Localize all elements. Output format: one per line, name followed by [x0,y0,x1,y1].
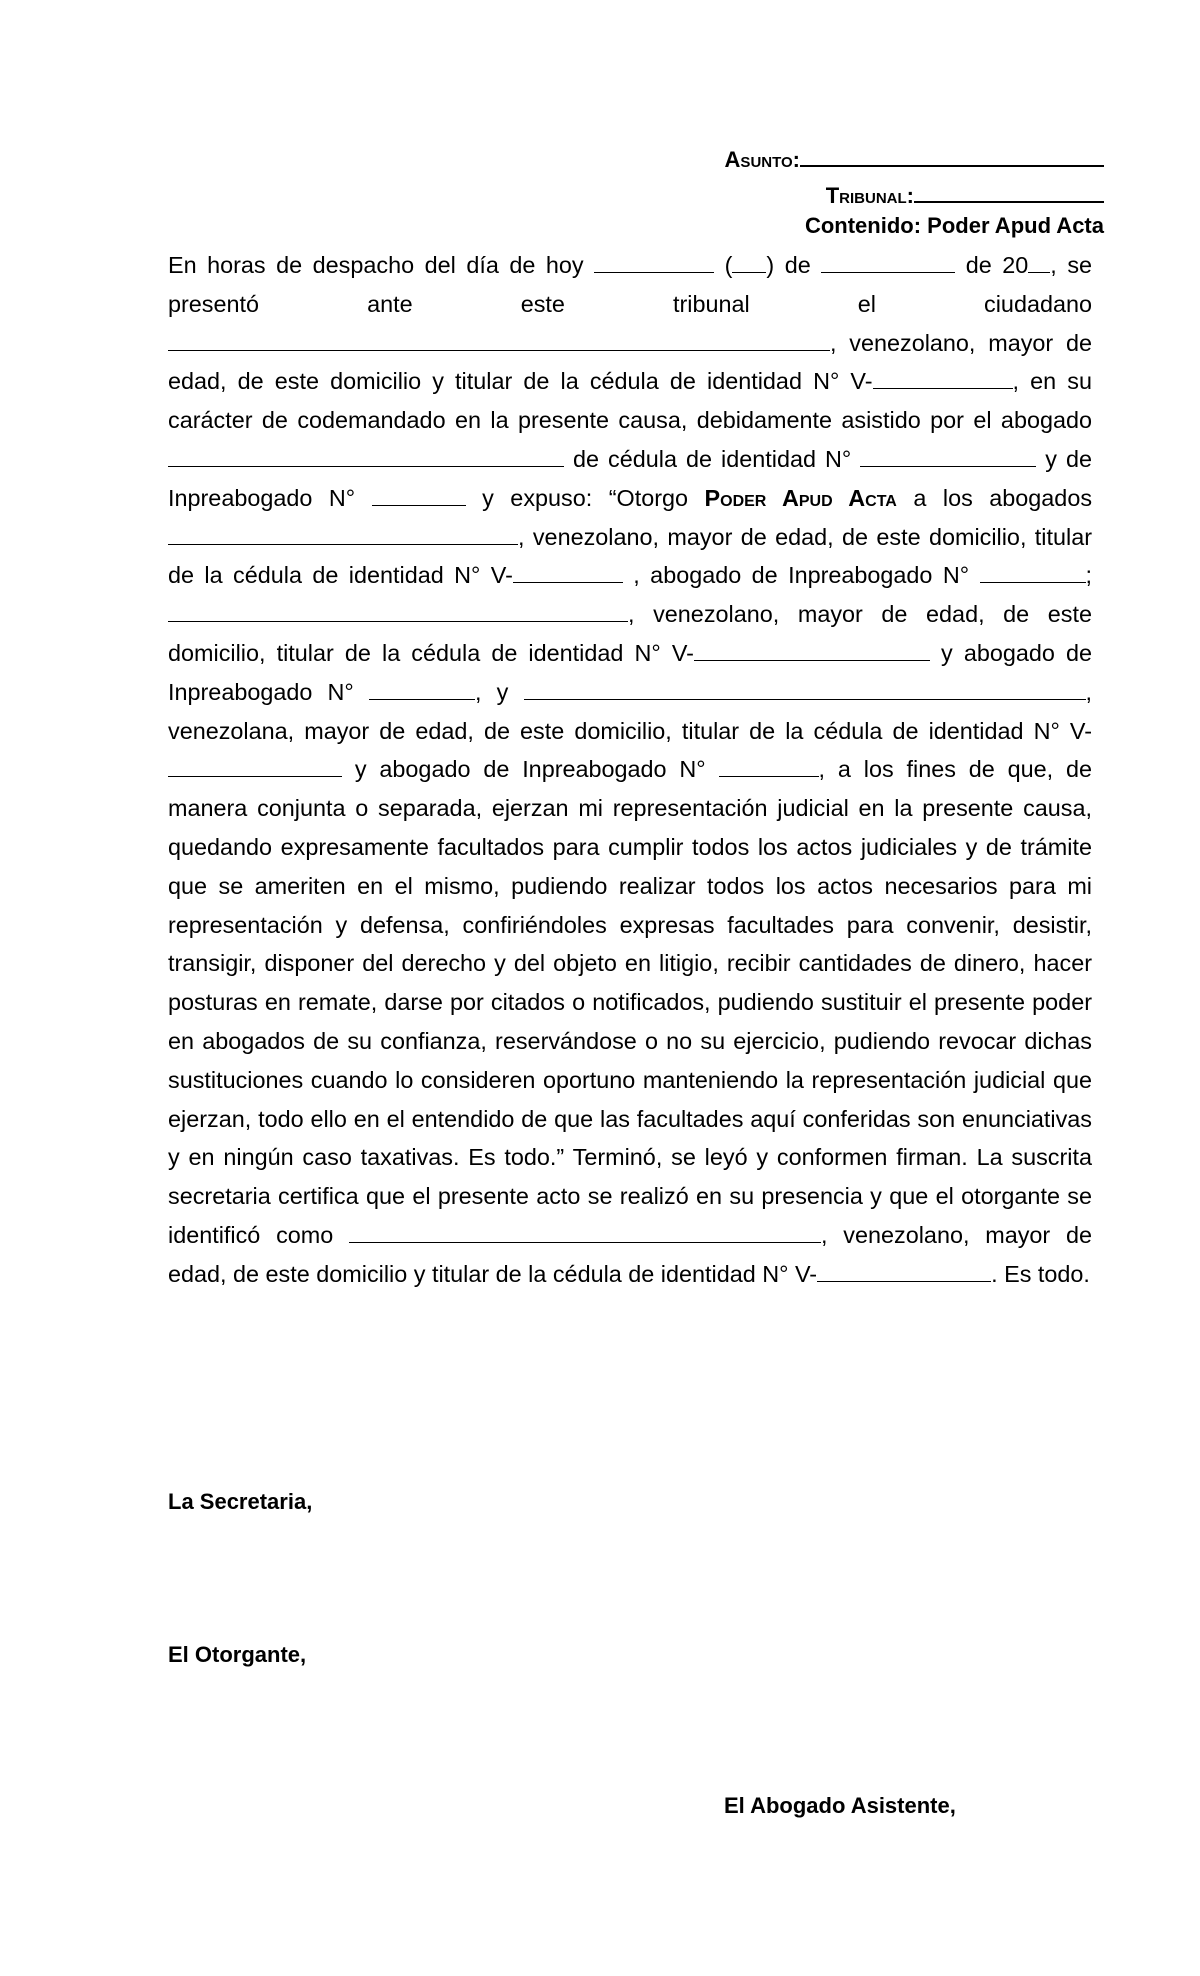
blank-abogado-1-cedula [513,564,623,583]
tribunal-label: Tribunal: [825,183,914,208]
poder-apud-acta-emphasis: Poder Apud Acta [704,484,897,511]
blank-day-number [732,254,766,273]
blank-ciudadano-name [168,332,830,351]
blank-abogado-asistente-cedula [860,448,1036,467]
body-text-7: , venezolano, mayor de edad, de este domicilio y titular de la cédula de identidad N° V- [168,329,1092,395]
blank-abogado-2-name [168,603,628,622]
body-text-13: a los abogados [913,484,1093,511]
body-text-4: de 20 [965,252,1029,278]
body-text-24: . Es todo. [991,1260,1090,1287]
body-text-20: , venezolana, mayor de edad, de este domicilio, titular de la cédula de identidad N° V- [168,678,1093,744]
body-text-11: y expuso: “Otorgo [482,484,689,511]
blank-ciudadano-cedula [873,370,1013,389]
body-text-5: , [1050,252,1057,278]
blank-abogado-3-inpre [719,758,819,777]
body-text-10: y de Inpreabogado N° [168,445,1092,511]
body-text-6: se presentó ante este tribunal el ciudadano [168,252,1093,317]
blank-abogado-3-name [524,681,1086,700]
blank-abogado-1-name [168,526,518,545]
blank-otorgante-name [349,1224,821,1243]
body-text-2: ( [724,252,733,278]
body-text-22: , a los fines de que, de manera conjunta o separada, ejerzan mi representación judicial en la presente causa, quedando expresamente facultados para cumplir todos los actos judiciales y de trámite que se ameriten en el mismo, pudiendo realizar todos los actos necesarios para mi representación y defensa, confiriéndoles expresas facultades para convenir, desistir, transigir, disponer del derecho y del objeto en litigio, recibir cantidades de dinero, hacer posturas en remate, darse por citados o notificados, pudiendo sustituir el presente poder en abogados de su confianza, reservándose o no su ejercicio, pudiendo revocar dichas sustituciones cuando lo consideren oportuno manteniendo la representación judicial que ejerzan, todo ello en el entendido de que las facultades aquí conferidas son enunciativas y en ningún caso taxativas. Es todo.” Terminó, se leyó y conformen firman. La suscrita secretaria certifica que el presente acto se realizó en su presencia y que el otorgante se identificó como [168,756,1093,1248]
blank-abogado-1-inpre [980,564,1086,583]
body-text-3: ) de [766,252,811,278]
contenido-line [805,212,1104,240]
blank-abogado-2-inpre [369,681,475,700]
signature-abogado-asistente: El Abogado Asistente, [724,1793,956,1818]
tribunal-line [826,181,1104,210]
blank-day-words [594,254,714,273]
body-text-18: y abogado de Inpreabogado N° [168,639,1092,705]
contenido-title: Contenido: Poder Apud Acta [804,213,1104,238]
blank-year [1028,254,1050,273]
body-text-16: ; [1085,562,1092,589]
body-text-15: , abogado de Inpreabogado N° [633,562,970,589]
signature-otorgante: El Otorgante, [168,1642,307,1667]
blank-abogado-asistente-inpre [372,487,466,506]
body-text-9: de cédula de identidad N° [573,445,852,472]
body-text-19: , y [474,678,509,705]
body-text-1: En horas de despacho del día de hoy [168,252,584,278]
tribunal-blank [914,181,1104,203]
blank-otorgante-cedula [817,1263,991,1282]
body-text-8: , en su carácter de codemandado en la presente causa, debidamente asistido por el abogado [168,368,1093,434]
body-text-17: , venezolano, mayor de edad, de este domicilio, titular de la cédula de identidad N° V- [168,601,1092,666]
body-text-14: , venezolano, mayor de edad, de este domicilio, titular de la cédula de identidad N° V- [168,523,1092,589]
blank-abogado-3-cedula [168,758,342,777]
blank-abogado-2-cedula [694,642,930,661]
asunto-label: Asunto: [724,147,800,172]
blank-month [821,254,955,273]
body-text-21: y abogado de Inpreabogado N° [354,756,706,783]
signature-secretaria: La Secretaria, [168,1489,313,1514]
poder-apud-acta-body [168,246,1092,1294]
asunto-blank [800,145,1104,167]
blank-abogado-asistente-name [168,448,564,467]
body-text-23: , venezolano, mayor de edad, de este domicilio y titular de la cédula de identidad N° V- [168,1221,1092,1287]
asunto-line [725,145,1104,174]
